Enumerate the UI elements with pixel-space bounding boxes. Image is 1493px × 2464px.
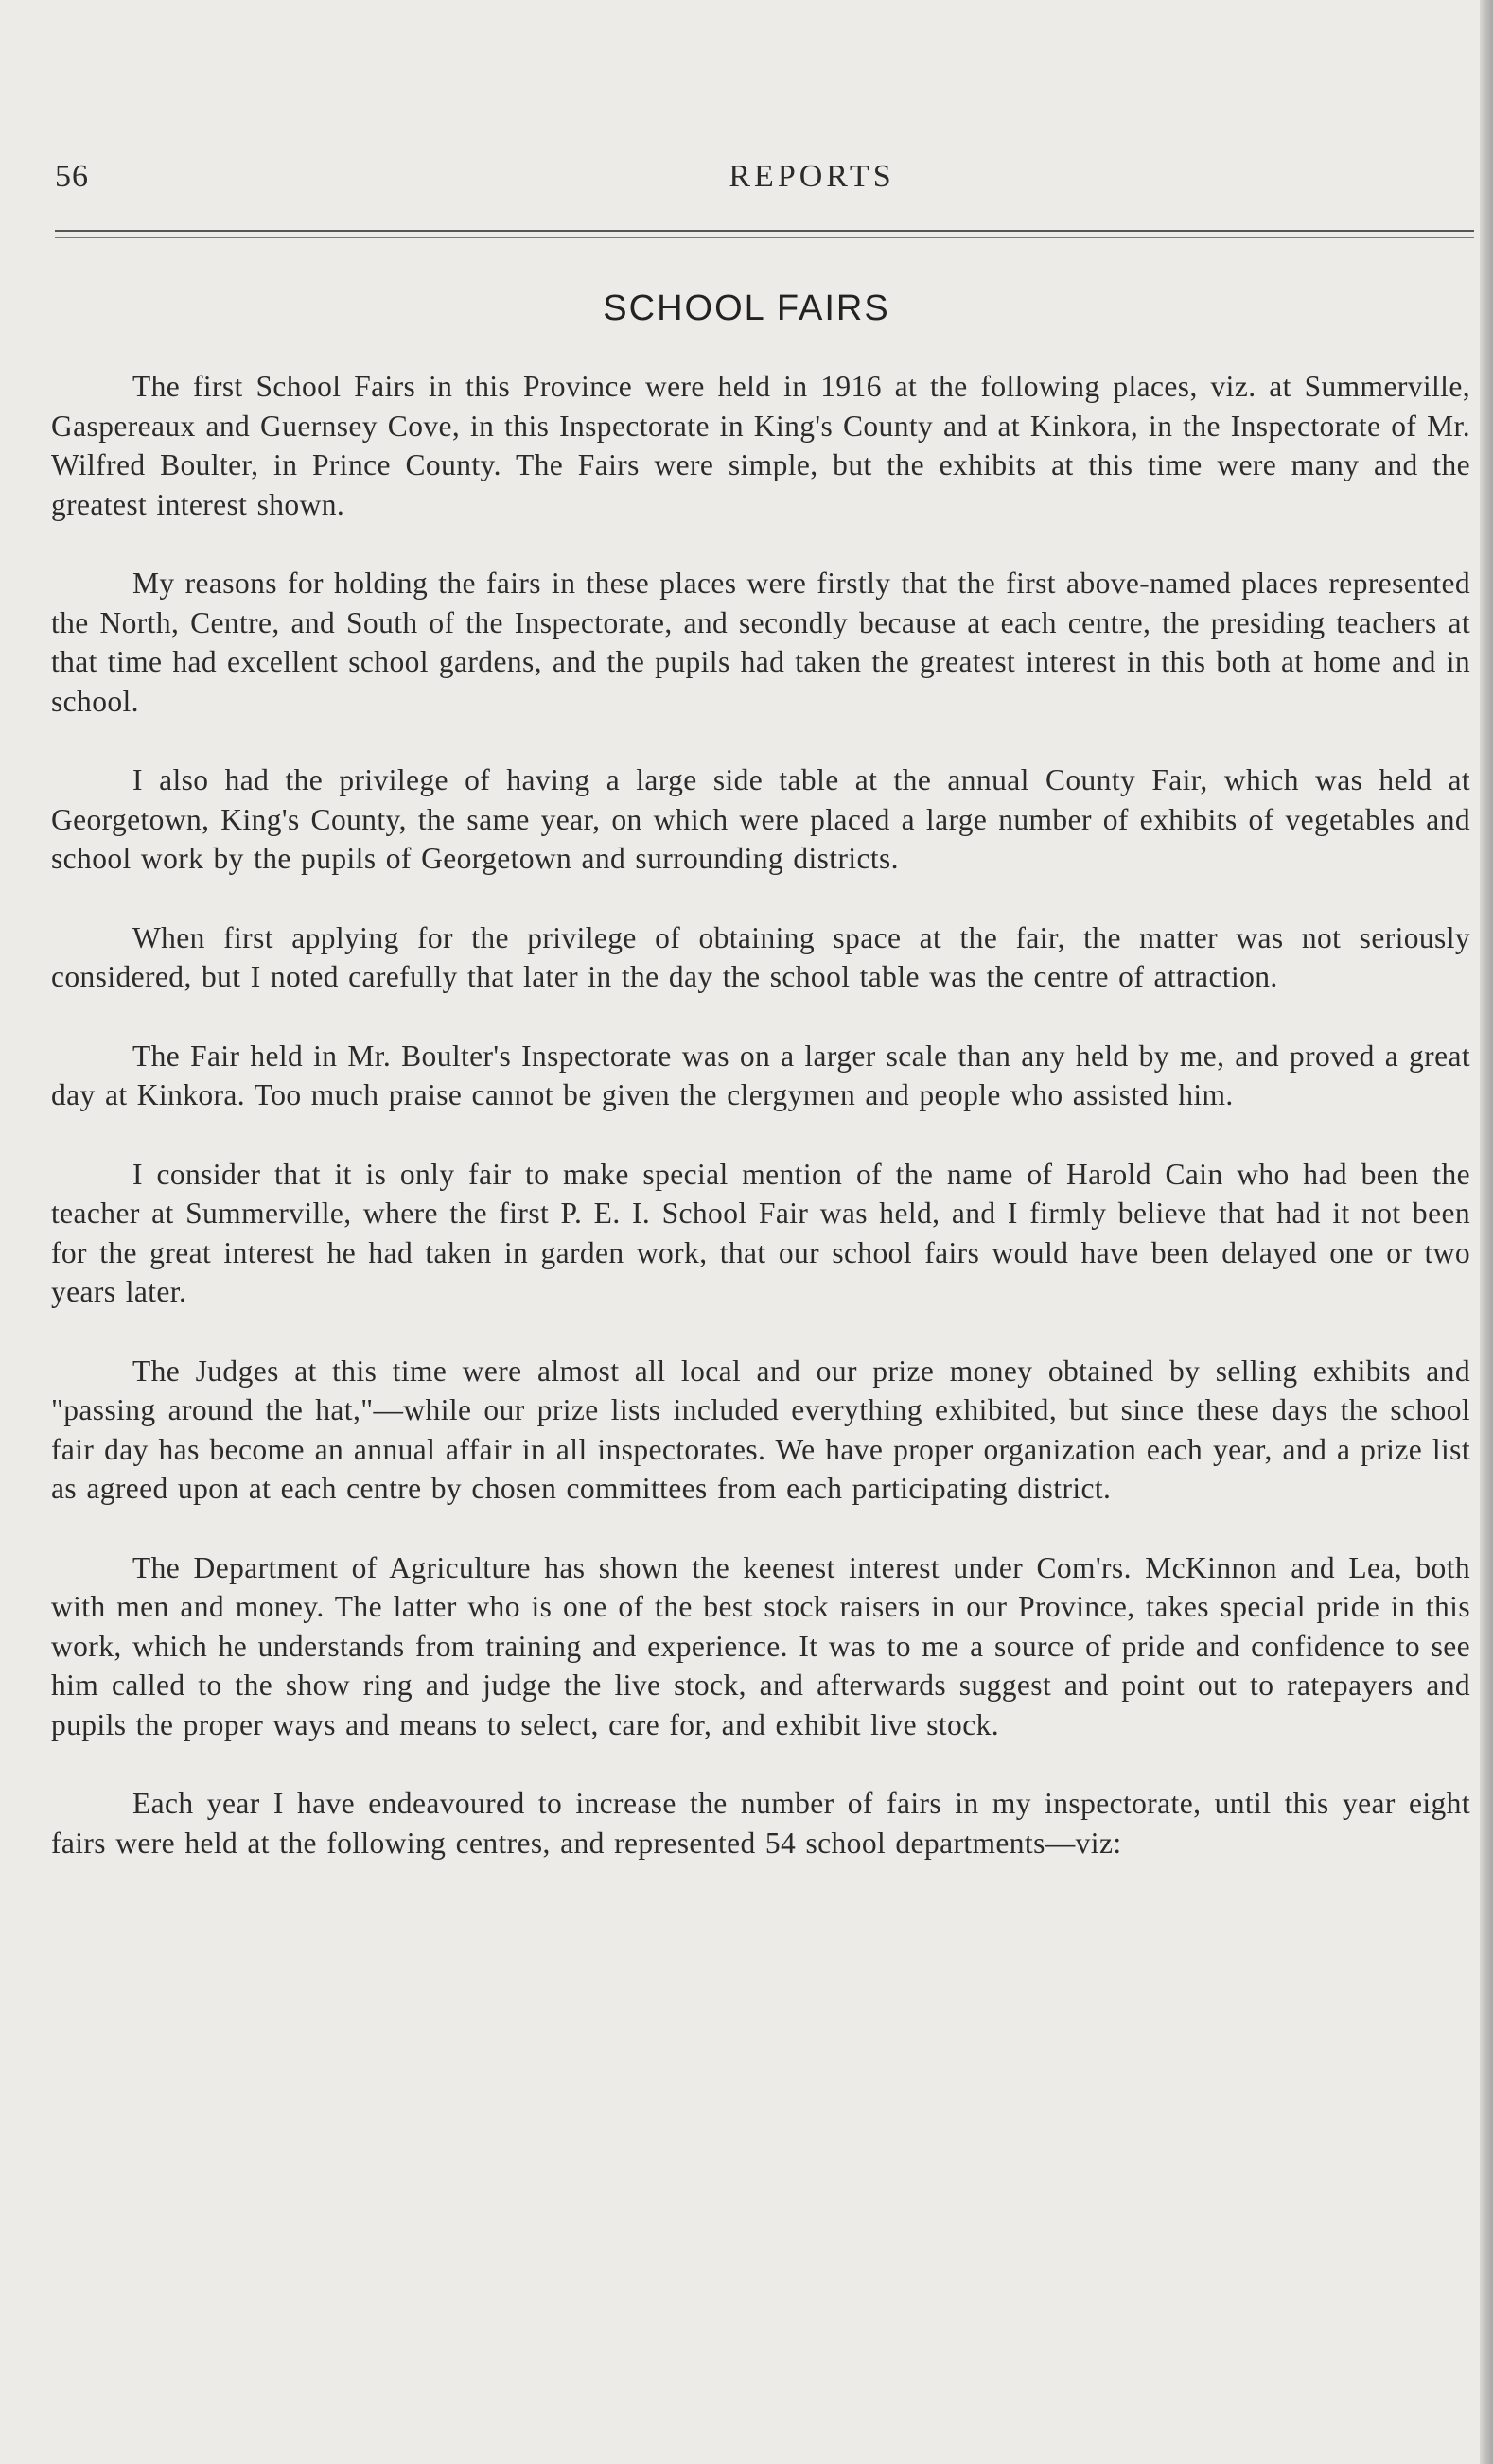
paragraph: I also had the privilege of having a large side table at the annual County Fair, which was held at Georgetown, King's County, the same year, on which were placed a large number of exhibits of vegetables and school work by the pupils of Georgetown and surrounding districts. (51, 763, 1470, 875)
paragraph: The Department of Agriculture has shown the keenest interest under Com'rs. McKinnon and Lea, both with men and money. The latter who is one of the best stock raisers in our Province, takes special pride in this work, which he understands from training and experience. It was to me a source of pride and confidence to see him called to the show ring and judge the live stock, and afterwards suggest and point out to ratepayers and pupils the proper ways and means to select, care for, and exhibit live stock. (51, 1550, 1470, 1741)
paragraph: Each year I have endeavoured to increase the number of fairs in my inspectorate, until this year eight fairs were held at the following centres, and represented 54 school departments—viz: (51, 1787, 1470, 1860)
page-number: 56 (55, 159, 89, 194)
page-edge-shadow (1480, 0, 1493, 2464)
paragraph: The Judges at this time were almost all local and our prize money obtained by selling exhibits and "passing around the hat,"—while our prize lists included everything exhibited, but since these days the school fair day has become an annual affair in all inspectorates. We have proper organization each year, and a prize list as agreed upon at each centre by chosen committees from each participating district. (51, 1354, 1470, 1505)
running-head: REPORTS (729, 159, 895, 194)
paragraph: My reasons for holding the fairs in these places were firstly that the first above-named places represented the North, Centre, and South of the Inspectorate, and secondly because at each centre, the presiding teachers at that time had excellent school gardens, and the pupils had taken the greatest interest in this both at home and in school. (51, 567, 1470, 718)
page-header (55, 159, 1474, 206)
paragraph: When first applying for the privilege of obtaining space at the fair, the matter was not seriously considered, but I noted carefully that later in the day the school table was the centre of attraction. (51, 920, 1470, 993)
body-text (51, 367, 1470, 1902)
section-title: SCHOOL FAIRS (603, 288, 890, 328)
paragraph: The Fair held in Mr. Boulter's Inspectorate was on a larger scale than any held by me, and proved a great day at Kinkora. Too much praise cannot be given the clergymen and people who assisted him. (51, 1039, 1470, 1111)
paragraph: The first School Fairs in this Province were held in 1916 at the following places, viz. at Summerville, Gaspereaux and Guernsey Cove, in this Inspectorate in King's County and at Kinkora, in the Inspectorate of Mr. Wilfred Boulter, in Prince County. The Fairs were simple, but the exhibits at this time were many and the greatest interest shown. (51, 370, 1470, 521)
header-rule (55, 230, 1474, 232)
header-rule-thin (55, 237, 1474, 238)
paragraph: I consider that it is only fair to make special mention of the name of Harold Cain who had been the teacher at Summerville, where the first P. E. I. School Fair was held, and I firmly believe that had it not been for the great interest he had taken in garden work, that our school fairs would have been delayed one or two years later. (51, 1157, 1470, 1308)
